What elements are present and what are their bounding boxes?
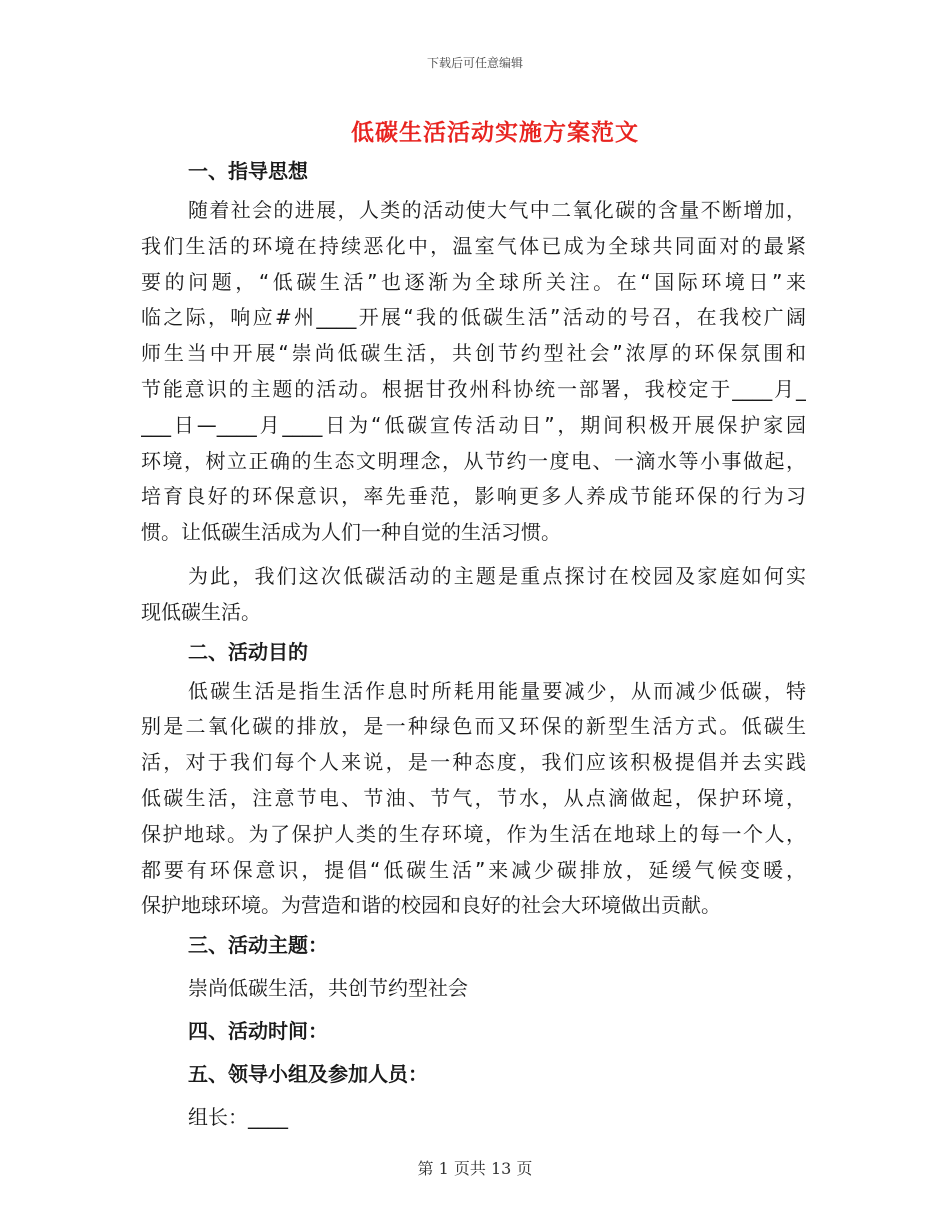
paragraph-theme-intro: [141, 559, 806, 631]
document-title: 低碳生活活动实施方案范文: [351, 120, 639, 146]
text-line: 低碳生活是指生活作息时所耗用能量要减少，从而减少低碳，特: [188, 678, 806, 703]
theme-text: 崇尚低碳生活，共创节约型社会: [188, 976, 468, 1001]
section-heading-theme: 三、活动主题：: [188, 933, 328, 958]
section-heading-purpose: 二、活动目的: [188, 639, 308, 664]
text-line: 环境，树立正确的生态文明理念，从节约一度电、一滴水等小事做起，: [141, 448, 806, 473]
section-heading-leadership: 五、领导小组及参加人员：: [188, 1062, 428, 1087]
text-line: 现低碳生活。: [141, 599, 261, 624]
text-line: 我们生活的环境在持续恶化中，温室气体已成为全球共同面对的最紧: [141, 233, 806, 258]
document-body: [141, 150, 806, 1139]
text-line: 为此，我们这次低碳活动的主题是重点探讨在校园及家庭如何实: [188, 563, 806, 588]
paragraph-purpose: [141, 674, 806, 925]
text-line: 要的问题，“低碳生活”也逐渐为全球所关注。在“国际环境日”来: [141, 269, 806, 294]
text-line: 保护地球环境。为营造和谐的校园和良好的社会大环境做出贡献。: [141, 893, 721, 918]
section-heading-guiding-ideology: 一、指导思想: [188, 159, 308, 183]
section-heading-time: 四、活动时间：: [188, 1019, 328, 1044]
text-line: 节能意识的主题的活动。根据甘孜州科协统一部署，我校定于____月_: [141, 376, 806, 401]
text-line: 师生当中开展“崇尚低碳生活，共创节约型社会”浓厚的环保氛围和: [141, 341, 806, 366]
text-line: ___日—____月____日为“低碳宣传活动日”，期间积极开展保护家园: [141, 412, 806, 437]
paragraph-guiding-ideology: [141, 193, 806, 551]
text-line: 培育良好的环保意识，率先垂范，影响更多人养成节能环保的行为习: [141, 484, 806, 509]
text-line: 低碳生活，注意节电、节油、节气，节水，从点滴做起，保护环境，: [141, 785, 806, 810]
header-note: 下载后可任意编辑: [426, 56, 523, 70]
text-line: 保护地球。为了保护人类的生存环境，作为生活在地球上的每一个人，: [141, 821, 806, 846]
page-footer: 第 1 页共 13 页: [417, 1159, 533, 1178]
text-line: 随着社会的进展，人类的活动使大气中二氧化碳的含量不断增加，: [188, 198, 806, 222]
text-line: 都要有环保意识，提倡“低碳生活”来减少碳排放，延缓气候变暖，: [141, 857, 806, 882]
text-line: 惯。让低碳生活成为人们一种自觉的生活习惯。: [141, 520, 561, 545]
text-line: 临之际，响应#州____开展“我的低碳生活”活动的号召，在我校广阔: [141, 305, 806, 330]
leader-line: 组长：____: [188, 1105, 288, 1130]
text-line: 别是二氧化碳的排放，是一种绿色而又环保的新型生活方式。低碳生: [141, 714, 806, 739]
text-line: 活，对于我们每个人来说，是一种态度，我们应该积极提倡并去实践: [141, 750, 806, 775]
